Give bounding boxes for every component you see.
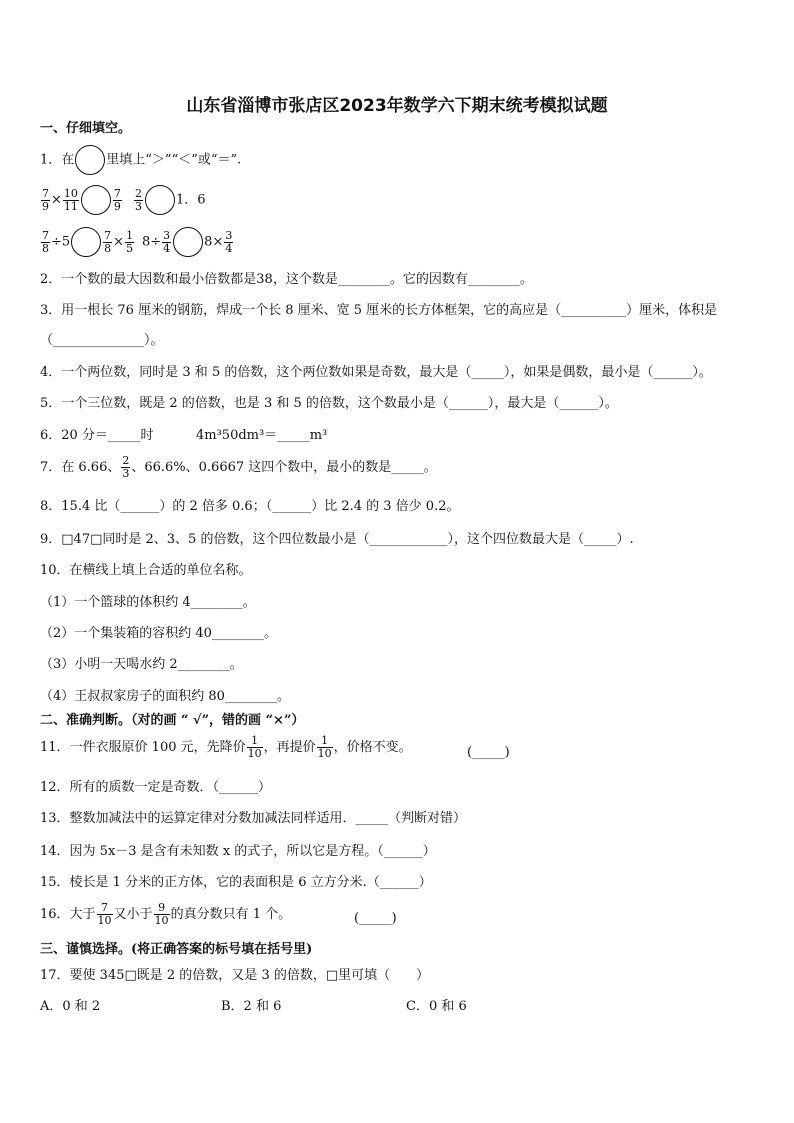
fraction: $\frac{1}{10}$: [317, 734, 332, 760]
q1-text-before: 1．在: [40, 152, 75, 168]
answer-circle[interactable]: [145, 185, 175, 215]
fraction: $\frac{7}{10}$: [97, 901, 112, 927]
q11-text-after: ，价格不变。: [333, 740, 412, 755]
q7-text-before: 7．在 6.66、: [40, 460, 121, 475]
q17-option-c[interactable]: C．0 和 6: [406, 999, 467, 1014]
question-8: 8．15.4 比（______）的 2 倍多 0.6；（______）比 2.4 的 3 倍少 0.2。: [40, 499, 460, 514]
fraction: $\frac{1}{5}$: [126, 228, 134, 255]
question-11: [40, 735, 412, 760]
q1-value: 1．6: [176, 192, 206, 208]
section-heading-judge: 二、准确判断。（对的画 “ √”，错的画 “×”）: [40, 713, 305, 728]
operator: 8×: [204, 234, 224, 250]
fraction: $\frac{10}{11}$: [63, 186, 78, 213]
q1-row-2-left: [40, 227, 135, 257]
question-6-part-1: 6．20 分＝_____时: [40, 428, 154, 443]
fraction: $\frac{1}{10}$: [247, 734, 262, 760]
section-heading-choice: 三、谨慎选择。(将正确答案的标号填在括号里): [40, 942, 313, 957]
question-4: 4．一个两位数，同时是 3 和 5 的倍数，这个两位数如果是奇数，最大是（_____），如果是偶数，最小是（______）。: [40, 365, 712, 380]
fraction: $\frac{9}{10}$: [154, 901, 169, 927]
fraction: $\frac{7}{9}$: [113, 186, 121, 213]
question-16: [40, 902, 291, 927]
question-10-item-2: （2）一个集装箱的容积约 40________。: [40, 626, 277, 641]
answer-circle[interactable]: [81, 185, 111, 215]
question-5: 5．一个三位数，既是 2 的倍数，也是 3 和 5 的倍数，这个数最小是（______），最大是（______）。: [40, 396, 618, 411]
q11-text-middle: ，再提价: [263, 740, 316, 755]
question-3-line-2: （______________）。: [40, 333, 164, 348]
q1-row-1-left: [40, 185, 123, 215]
question-2: 2．一个数的最大因数和最小倍数都是38，这个数是________。它的因数有________。: [40, 272, 533, 287]
question-9: 9．□47□同时是 2、3、5 的倍数，这个四位数最小是（____________），这个四位数最大是（_____）.: [40, 532, 634, 547]
question-10-item-1: （1）一个篮球的体积约 4________。: [40, 595, 256, 610]
fraction: $\frac{7}{8}$: [104, 228, 112, 255]
fraction: $\frac{3}{4}$: [225, 228, 233, 255]
question-10-item-3: （3）小明一天喝水约 2________。: [40, 657, 243, 672]
question-1: [40, 145, 241, 175]
operator: 8÷: [142, 234, 162, 250]
question-10-item-4: （4）王叔叔家房子的面积约 80________。: [40, 689, 290, 704]
q17-option-b[interactable]: B．2 和 6: [221, 999, 282, 1014]
q16-text-after: 的真分数只有 1 个。: [170, 907, 292, 922]
question-10: 10．在横线上填上合适的单位名称。: [40, 563, 252, 578]
question-12: 12．所有的质数一定是奇数．（______）: [40, 780, 272, 795]
q16-text-middle: 又小于: [113, 907, 153, 922]
operator: ÷5: [51, 234, 71, 250]
operator: ×: [113, 234, 125, 250]
q11-answer-blank[interactable]: (_____): [467, 745, 510, 760]
answer-circle[interactable]: [75, 145, 105, 175]
question-6-part-2: 4m³50dm³＝_____m³: [196, 428, 328, 443]
operator: ×: [51, 192, 62, 208]
fraction: $\frac{3}{4}$: [163, 228, 171, 255]
q7-text-after: 、66.6%、0.6667 这四个数中，最小的数是_____。: [131, 460, 437, 475]
section-heading-fill-in: 一、仔细填空。: [40, 121, 132, 136]
fraction: $\frac{2}{3}$: [122, 454, 130, 480]
question-14: 14．因为 5x－3 是含有未知数 x 的式子，所以它是方程。（______）: [40, 844, 436, 859]
q11-text-before: 11．一件衣服原价 100 元，先降价: [40, 740, 246, 755]
q1-row-1-right: [133, 185, 206, 215]
q16-text-before: 16．大于: [40, 907, 96, 922]
answer-circle[interactable]: [173, 227, 203, 257]
fraction: $\frac{7}{9}$: [42, 186, 49, 213]
q16-answer-blank[interactable]: (_____): [354, 911, 397, 926]
question-3-line-1: 3．用一根长 76 厘米的钢筋，焊成一个长 8 厘米、宽 5 厘米的长方体框架，它的高应是（__________）厘米，体积是: [40, 303, 718, 318]
q1-text-after: 里填上“＞”“＜”或“＝”.: [106, 152, 242, 168]
question-15: 15．棱长是 1 分米的正方体，它的表面积是 6 立方分米.（______）: [40, 875, 432, 890]
q1-row-2-right: [142, 227, 234, 257]
answer-circle[interactable]: [71, 227, 101, 257]
fraction: $\frac{2}{3}$: [135, 186, 142, 213]
q17-option-a[interactable]: A．0 和 2: [40, 999, 101, 1014]
question-13: 13．整数加减法中的运算定律对分数加减法同样适用．_____（判断对错）: [40, 811, 467, 826]
question-7: [40, 455, 437, 480]
fraction: $\frac{7}{8}$: [42, 228, 49, 255]
question-17: 17．要使 345□既是 2 的倍数，又是 3 的倍数，□里可填（ ）: [40, 968, 430, 983]
page-title: 山东省淄博市张店区2023年数学六下期末统考模拟试题: [186, 96, 608, 116]
